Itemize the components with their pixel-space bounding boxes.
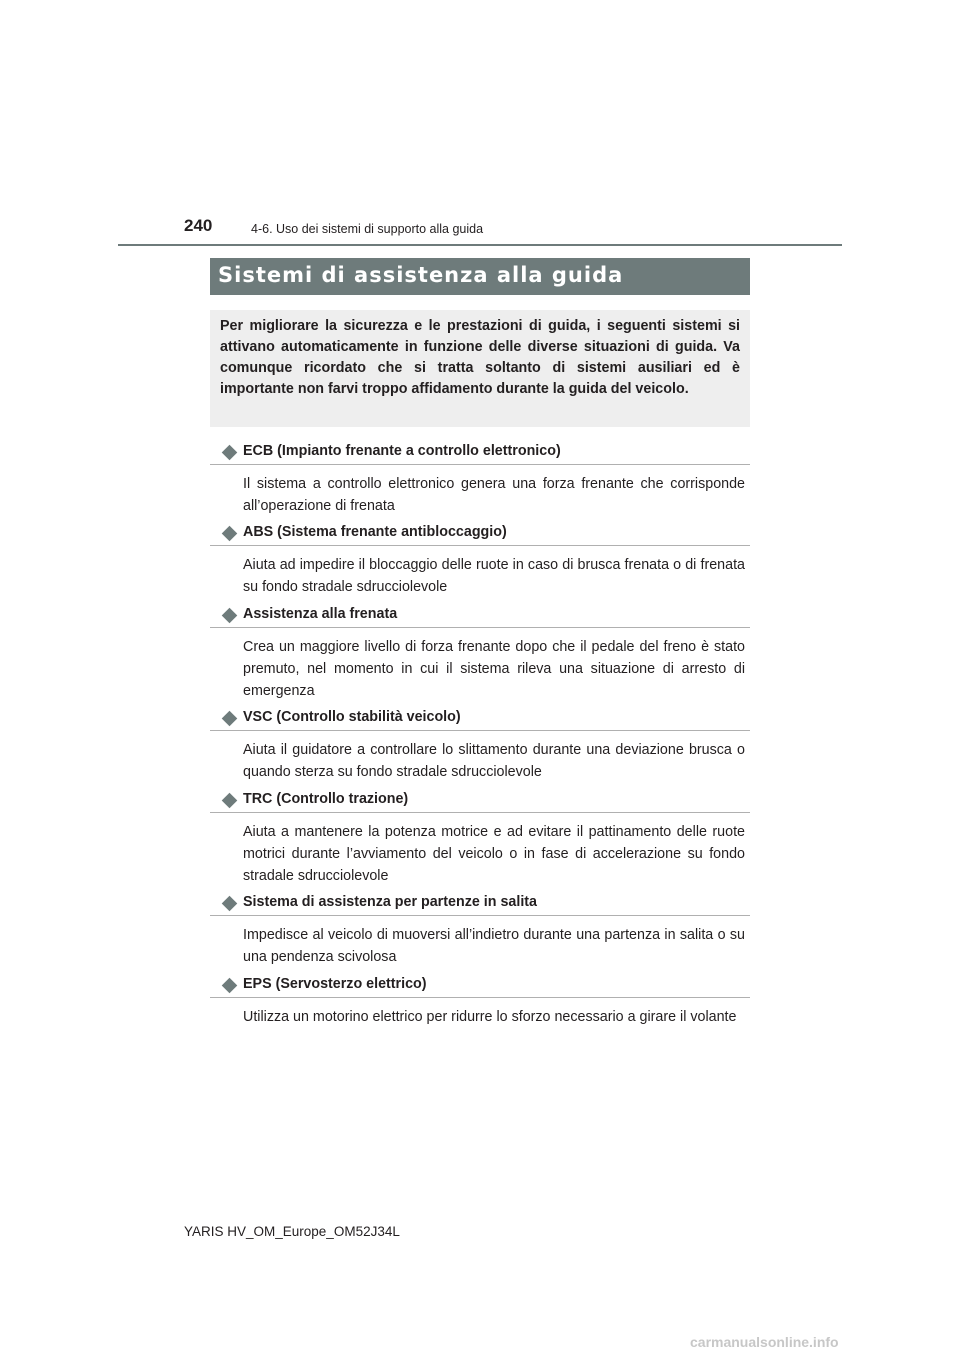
diamond-bullet-icon <box>222 978 238 994</box>
diamond-bullet-icon <box>222 793 238 809</box>
intro-box: Per migliorare la sicurezza e le prestazioni di guida, i seguenti sistemi si attivano automaticamente in funzione delle diverse situazioni di guida. Va comunque ricordato che si tratta soltanto di sistemi ausiliari ed è importante non farvi troppo affidamento durante la guida del veicolo. <box>210 310 750 427</box>
section-header <box>210 706 750 731</box>
section-header <box>210 603 750 628</box>
watermark[interactable]: carmanualsonline.info <box>690 1334 839 1350</box>
diamond-bullet-icon <box>222 526 238 542</box>
section-trc <box>210 788 750 887</box>
chapter-heading: 4-6. Uso dei sistemi di supporto alla guida <box>251 222 484 236</box>
section-vsc <box>210 706 750 783</box>
section-abs <box>210 521 750 598</box>
section-title: EPS (Servosterzo elettrico) <box>243 976 427 992</box>
section-title: ECB (Impianto frenante a controllo elettronico) <box>243 443 561 459</box>
diamond-bullet-icon <box>222 711 238 727</box>
section-title: Sistema di assistenza per partenze in salita <box>243 894 538 910</box>
section-header <box>210 891 750 916</box>
header-rule <box>118 244 842 246</box>
page-title: Sistemi di assistenza alla guida <box>218 263 624 287</box>
diamond-bullet-icon <box>222 896 238 912</box>
section-body: Impedisce al veicolo di muoversi all’indietro durante una partenza in salita o su una pendenza scivolosa <box>243 927 745 965</box>
section-body: Aiuta a mantenere la potenza motrice e ad evitare il pattinamento delle ruote motrici durante l’avviamento del veicolo o in fase di accelerazione su fondo stradale sdrucciolevole <box>243 824 745 884</box>
section-title: ABS (Sistema frenante antibloccaggio) <box>243 524 507 540</box>
section-eps <box>210 973 750 1028</box>
section-ecb <box>210 440 750 517</box>
title-bar <box>210 258 750 295</box>
section-header <box>210 521 750 546</box>
page-number: 240 <box>184 216 213 235</box>
section-header <box>210 973 750 998</box>
diamond-bullet-icon <box>222 608 238 624</box>
section-header <box>210 440 750 465</box>
section-body: Utilizza un motorino elettrico per ridurre lo sforzo necessario a girare il volante <box>243 1009 737 1025</box>
section-body: Aiuta il guidatore a controllare lo slittamento durante una deviazione brusca o quando sterza su fondo stradale sdrucciolevole <box>243 742 745 780</box>
section-brake-assist <box>210 603 750 702</box>
diamond-bullet-icon <box>222 445 238 461</box>
section-body: Crea un maggiore livello di forza frenante dopo che il pedale del freno è stato premuto, nel momento in cui il sistema rileva una situazione di arresto di emergenza <box>243 639 745 699</box>
section-title: TRC (Controllo trazione) <box>243 791 409 807</box>
section-hill-start <box>210 891 750 968</box>
section-header <box>210 788 750 813</box>
footer-doc-id: YARIS HV_OM_Europe_OM52J34L <box>184 1224 400 1239</box>
section-body: Aiuta ad impedire il bloccaggio delle ruote in caso di brusca frenata o di frenata su fondo stradale sdrucciolevole <box>243 557 745 595</box>
section-body: Il sistema a controllo elettronico genera una forza frenante che corrisponde all’operazione di frenata <box>243 476 745 514</box>
section-title: VSC (Controllo stabilità veicolo) <box>243 709 461 725</box>
section-title: Assistenza alla frenata <box>243 606 398 622</box>
